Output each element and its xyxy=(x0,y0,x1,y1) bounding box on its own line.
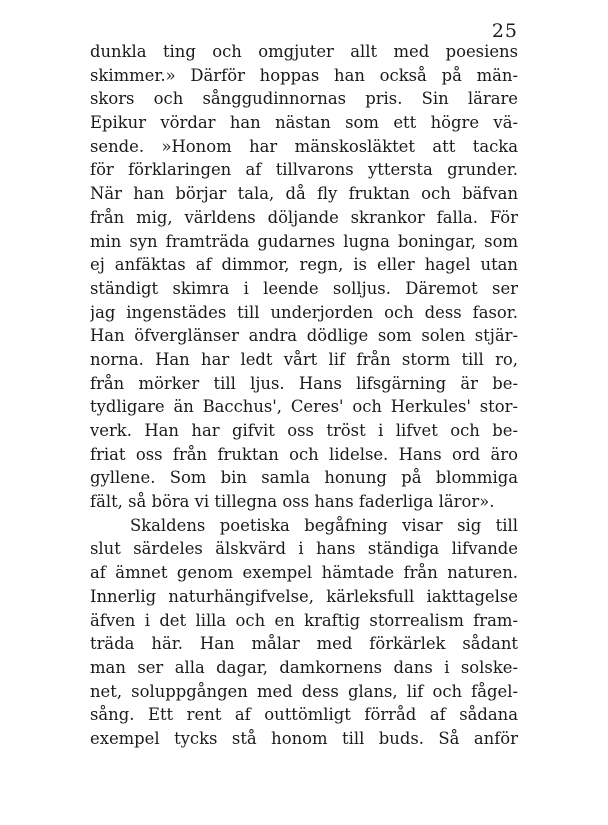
text-line: dunkla ting och omgjuter allt med poesiens xyxy=(90,42,518,61)
text-line: slut särdeles älskvärd i hans ständiga lifvande xyxy=(90,539,518,559)
text-line: jag ingenstädes till underjorden och dess fasor. xyxy=(90,302,518,322)
text-line: äfven i det lilla och en kraftig storrealism fram- xyxy=(90,610,518,630)
text-line: för förklaringen af tillvarons yttersta grunder. xyxy=(90,160,518,180)
body-text xyxy=(90,40,518,751)
text-line: från mörker till ljus. Hans lifsgärning är be- xyxy=(90,373,518,393)
page-number: 25 xyxy=(491,20,518,42)
text-line: verk. Han har gifvit oss tröst i lifvet och be- xyxy=(90,421,518,440)
text-line: ej anfäktas af dimmor, regn, is eller hagel utan xyxy=(90,255,518,275)
text-line: fält, så böra vi tillegna oss hans faderliga läror». xyxy=(90,492,495,512)
text-line: net, soluppgången med dess glans, lif och fågel- xyxy=(90,681,518,701)
text-line: När han börjar tala, då fly fruktan och bäfvan xyxy=(90,184,518,204)
text-line: Epikur vördar han nästan som ett högre vä- xyxy=(90,113,518,133)
text-line: träda här. Han målar med förkärlek sådant xyxy=(90,634,518,654)
text-line: gyllene. Som bin samla honung på blommiga xyxy=(90,468,518,488)
text-line: Han öfverglänser andra dödlige som solen stjär- xyxy=(90,326,518,346)
text-line: från mig, världens döljande skrankor falla. För xyxy=(90,207,518,227)
text-line: exempel tycks stå honom till buds. Så anför xyxy=(90,728,518,748)
paragraph-start-line: Skaldens poetiska begåfning visar sig till xyxy=(130,515,518,535)
text-line: tydligare än Bacchus', Ceres' och Herkules' stor- xyxy=(90,397,518,417)
text-line: min syn framträda gudarnes lugna boningar, som xyxy=(90,231,518,251)
text-line: af ämnet genom exempel hämtade från naturen. xyxy=(90,563,518,583)
text-line: skors och sånggudinnornas pris. Sin lärare xyxy=(90,89,518,109)
text-line: friat oss från fruktan och lidelse. Hans ord äro xyxy=(90,444,518,464)
text-line: sende. »Honom har mänskosläktet att tacka xyxy=(90,136,518,156)
text-line: sång. Ett rent af outtömligt förråd af sådana xyxy=(90,705,518,725)
text-line: ständigt skimra i leende solljus. Däremot ser xyxy=(90,278,518,298)
text-line: Innerlig naturhängifvelse, kärleksfull iakttagelse xyxy=(90,586,518,606)
text-line: skimmer.» Därför hoppas han också på män- xyxy=(90,65,518,85)
text-line: norna. Han har ledt vårt lif från storm till ro, xyxy=(90,349,518,369)
text-line: man ser alla dagar, damkornens dans i solske- xyxy=(90,657,518,677)
